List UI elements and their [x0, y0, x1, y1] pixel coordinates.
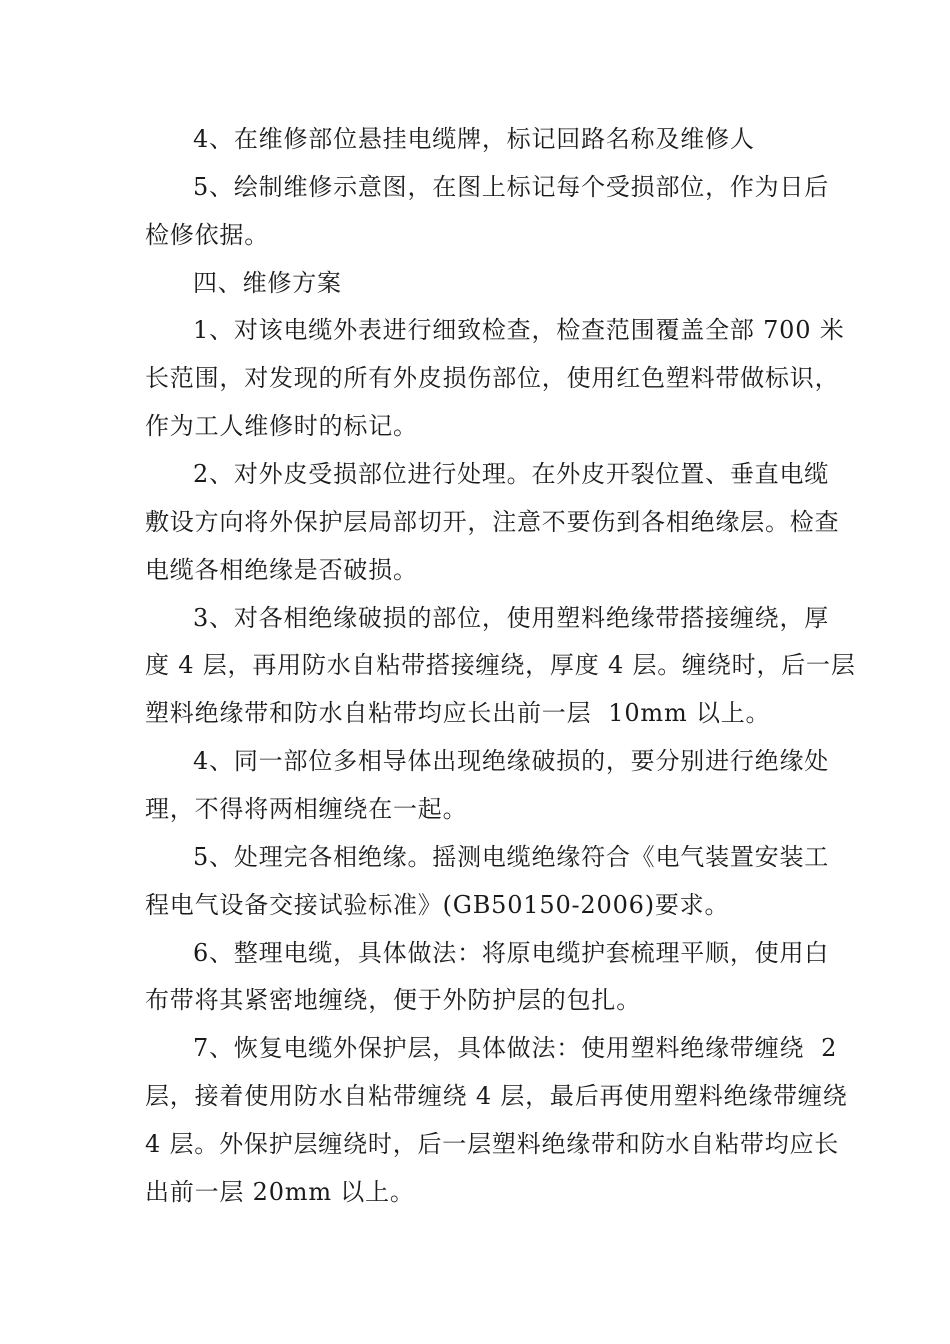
text-line: 5、绘制维修示意图，在图上标记每个受损部位，作为日后 — [193, 173, 830, 201]
text-line: 长范围，对发现的所有外皮损伤部位，使用红色塑料带做标识， — [145, 364, 840, 392]
text-line: 1、对该电缆外表进行细致检查，检查范围覆盖全部 700 米 — [193, 316, 845, 344]
text-line: 作为工人维修时的标记。 — [145, 412, 418, 440]
text-line: 7、恢复电缆外保护层，具体做法：使用塑料绝缘带缠绕 2 — [193, 1034, 838, 1062]
text-line: 3、对各相绝缘破损的部位，使用塑料绝缘带搭接缠绕，厚 — [193, 604, 830, 632]
text-line: 出前一层 20mm 以上。 — [145, 1178, 415, 1206]
text-line: 2、对外皮受损部位进行处理。在外皮开裂位置、垂直电缆 — [193, 460, 830, 488]
text-line: 敷设方向将外保护层局部切开，注意不要伤到各相绝缘层。检查 — [145, 508, 840, 536]
section-heading: 四、维修方案 — [193, 269, 342, 297]
text-line: 度 4 层，再用防水自粘带搭接缠绕，厚度 4 层。缠绕时，后一层 — [145, 651, 856, 679]
text-line: 塑料绝缘带和防水自粘带均应长出前一层 10mm 以上。 — [145, 699, 771, 727]
text-line: 电缆各相绝缘是否破损。 — [145, 556, 418, 584]
text-line: 4 层。外保护层缠绕时，后一层塑料绝缘带和防水自粘带均应长 — [145, 1130, 840, 1158]
text-line: 5、处理完各相绝缘。摇测电缆绝缘符合《电气装置安装工 — [193, 843, 830, 871]
text-line: 4、在维修部位悬挂电缆牌，标记回路名称及维修人 — [193, 125, 755, 153]
text-line: 6、整理电缆，具体做法：将原电缆护套梳理平顺，使用白 — [193, 939, 830, 967]
text-line: 程电气设备交接试验标准》(GB50150-2006)要求。 — [145, 891, 730, 919]
text-line: 层，接着使用防水自粘带缠绕 4 层，最后再使用塑料绝缘带缠绕 — [145, 1082, 848, 1110]
text-line: 理，不得将两相缠绕在一起。 — [145, 795, 468, 823]
text-line: 布带将其紧密地缠绕，便于外防护层的包扎。 — [145, 986, 641, 1014]
text-line: 4、同一部位多相导体出现绝缘破损的，要分别进行绝缘处 — [193, 747, 830, 775]
text-line: 检修依据。 — [145, 221, 269, 249]
